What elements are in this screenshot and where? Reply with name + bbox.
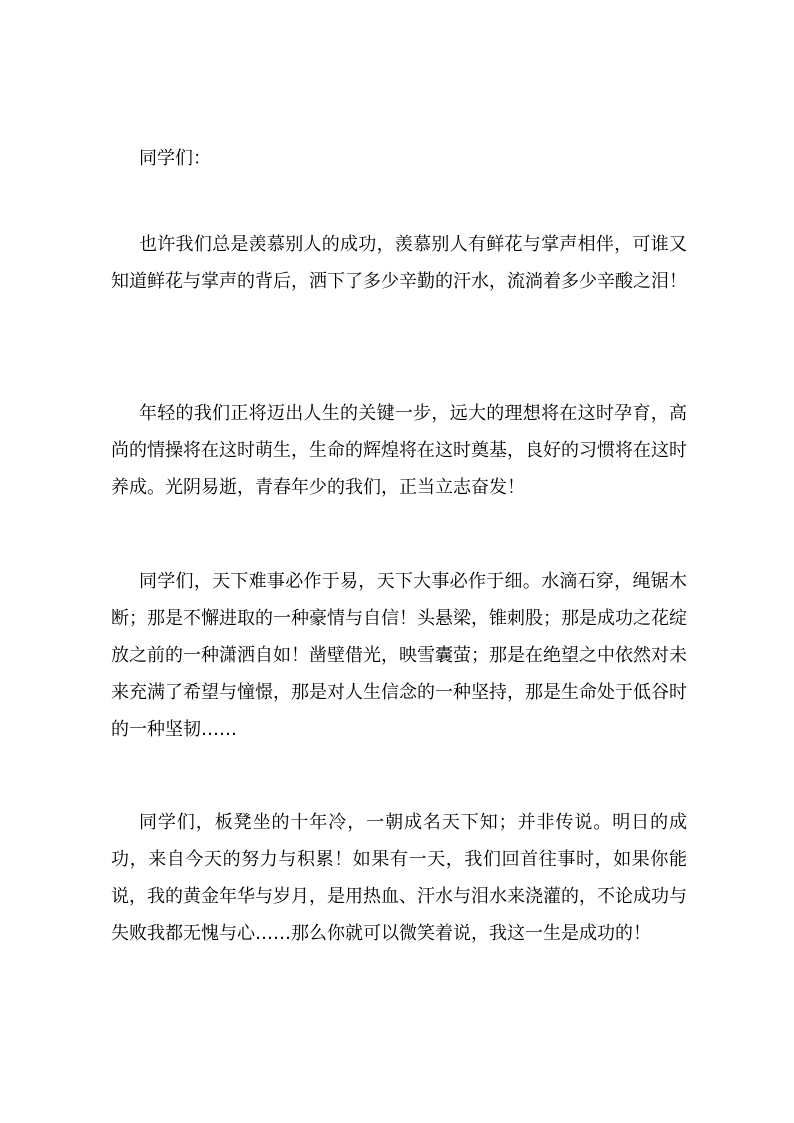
paragraph-youth-ambition: 年轻的我们正将迈出人生的关键一步，远大的理想将在这时孕育，高尚的情操将在这时萌生，生命的辉煌将在这时奠基，良好的习惯将在这时养成。光阴易逝，青春年少的我们，正当立志奋发！ [111, 403, 687, 498]
paragraph-envy-success: 也许我们总是羡慕别人的成功，羡慕别人有鲜花与掌声相伴，可谁又知道鲜花与掌声的背后，洒下了多少辛勤的汗水，流淌着多少辛酸之泪！ [111, 234, 687, 292]
paragraph-perseverance: 同学们，天下难事必作于易，天下大事必作于细。水滴石穿，绳锯木断；那是不懈进取的一种豪情与自信！头悬梁，锥刺股；那是成功之花绽放之前的一种潇洒自如！凿壁借光，映雪囊萤；那是在绝望之中依然对未来充满了希望与憧憬，那是对人生信念的一种坚持，那是生命处于低谷时的一种坚韧…… [111, 571, 687, 740]
greeting: 同学们： [139, 148, 211, 169]
paragraph-future-success: 同学们，板凳坐的十年冷，一朝成名天下知；并非传说。明日的成功，来自今天的努力与积累！如果有一天，我们回首往事时，如果你能说，我的黄金年华与岁月，是用热血、汗水与泪水来浇灌的，不论成功与失败我都无愧与心……那么你就可以微笑着说，我这一生是成功的！ [111, 812, 687, 944]
